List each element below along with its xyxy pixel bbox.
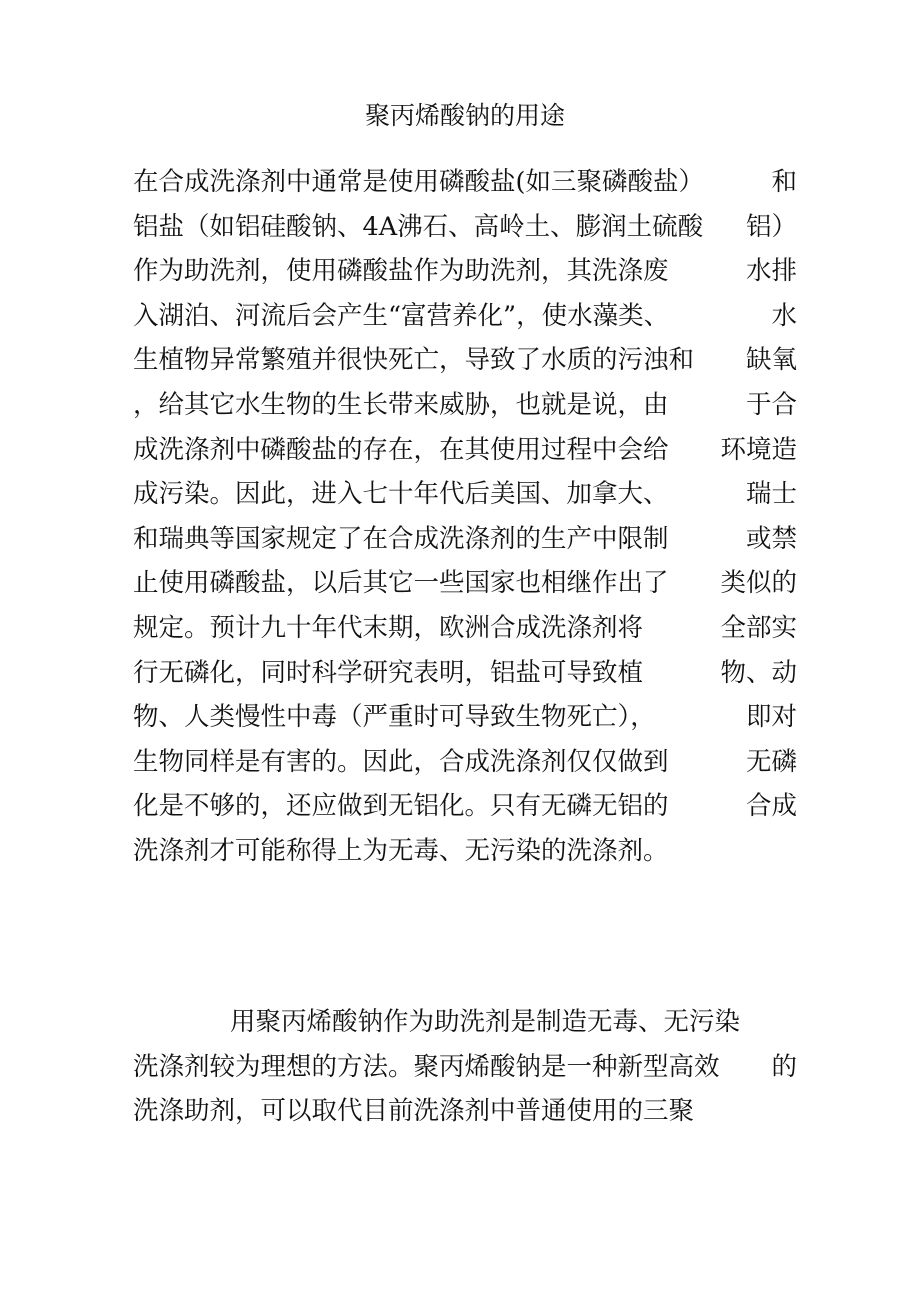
text-line	[133, 1000, 797, 1045]
text-segment: 和瑞典等国家规定了在合成洗涤剂的生产中限制	[133, 523, 669, 554]
text-segment: 瑞士	[745, 479, 797, 510]
text-segment: ，给其它水生物的生长带来威胁，也就是说，由	[133, 389, 669, 420]
document-title: 聚丙烯酸钠的用途	[364, 101, 565, 130]
text-line	[133, 383, 797, 428]
text-segment: 合成	[745, 791, 797, 822]
text-segment: 生物同样是有害的。因此，合成洗涤剂仅仅做到	[133, 746, 669, 777]
text-segment: 水排	[745, 256, 797, 287]
paragraph-2	[133, 1000, 797, 1134]
text-line	[133, 1045, 797, 1090]
text-line	[133, 651, 797, 696]
text-segment: 无磷	[745, 746, 797, 777]
text-segment: 生植物异常繁殖并很快死亡，导致了水质的污浊和	[133, 345, 695, 376]
text-segment: 化是不够的，还应做到无铝化。只有无磷无铝的	[133, 791, 669, 822]
text-segment: 成洗涤剂中磷酸盐的存在，在其使用过程中会给	[133, 434, 669, 465]
text-segment: 于合	[745, 389, 797, 420]
text-segment: 类似的	[720, 568, 797, 599]
text-line	[133, 606, 797, 651]
text-segment: 即对	[745, 702, 797, 733]
text-line	[133, 249, 797, 294]
text-line	[133, 160, 797, 205]
text-line	[133, 1089, 797, 1134]
text-segment: 全部实	[720, 612, 797, 643]
text-segment: 在合成洗涤剂中通常是使用磷酸盐(如三聚磷酸盐）	[133, 167, 704, 197]
text-segment: 洗涤助剂，可以取代目前洗涤剂中普通使用的三聚	[133, 1096, 695, 1127]
text-line	[133, 338, 797, 383]
text-segment: 规定。预计九十年代末期，欧洲合成洗涤剂将	[133, 612, 644, 643]
text-line	[133, 517, 797, 562]
text-segment: 水	[771, 300, 797, 331]
text-segment: 铝）	[745, 211, 797, 242]
text-line	[133, 428, 797, 473]
text-segment: 铝盐（如铝硅酸钠、4A沸石、高岭土、膨润土硫酸	[133, 211, 704, 242]
paragraph-1	[133, 160, 797, 874]
text-segment: 作为助洗剂，使用磷酸盐作为助洗剂，其洗涤废	[133, 256, 669, 287]
text-segment: 物、动	[720, 657, 797, 688]
text-segment: 行无磷化，同时科学研究表明，铝盐可导致植	[133, 657, 644, 688]
text-segment: 洗涤剂才可能称得上为无毒、无污染的洗涤剂。	[133, 835, 669, 866]
text-line	[133, 740, 797, 785]
text-segment: 环境造	[720, 434, 797, 465]
text-segment: 止使用磷酸盐，以后其它一些国家也相继作出了	[133, 568, 669, 599]
text-segment: 入湖泊、河流后会产生“富营养化”，使水藻类、	[133, 300, 670, 331]
text-segment: 和	[771, 167, 797, 197]
text-segment: 的	[771, 1051, 797, 1082]
text-segment: 物、人类慢性中毒（严重时可导致生物死亡），	[133, 702, 656, 733]
text-segment: 缺氧	[745, 345, 797, 376]
text-segment: 用聚丙烯酸钠作为助洗剂是制造无毒、无污染	[230, 1007, 741, 1037]
text-line	[133, 205, 797, 250]
text-line	[133, 784, 797, 829]
text-line	[133, 472, 797, 517]
text-line	[133, 294, 797, 339]
text-line	[133, 829, 797, 874]
text-segment: 或禁	[745, 523, 797, 554]
text-segment: 洗涤剂较为理想的方法。聚丙烯酸钠是一种新型高效	[133, 1051, 720, 1082]
text-segment: 成污染。因此，进入七十年代后美国、加拿大、	[133, 479, 669, 510]
text-line	[133, 561, 797, 606]
text-line	[133, 695, 797, 740]
